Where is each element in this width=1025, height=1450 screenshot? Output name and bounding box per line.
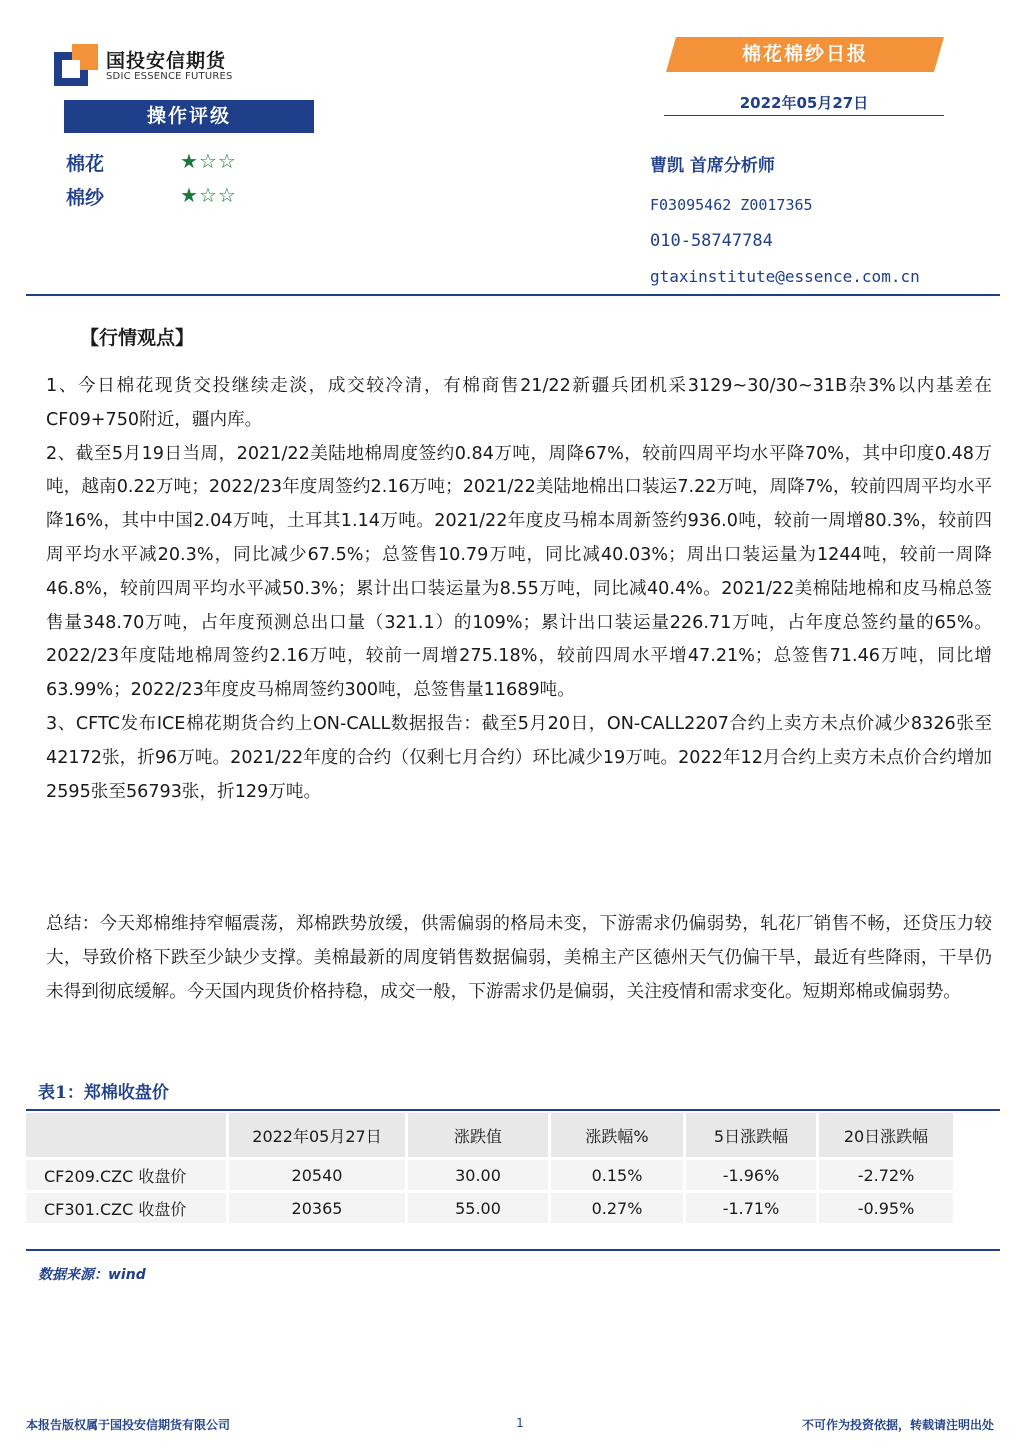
summary-paragraph: 总结：今天郑棉维持窄幅震荡，郑棉跌势放缓，供需偏弱的格局未变，下游需求仍偏弱势，轧花厂销售不畅，还贷压力较大，导致价格下跌至少缺少支撑。美棉最新的周度销售数据偏弱，美棉主产区德州天气仍偏干旱，最近有些降雨，干旱仍未得到彻底缓解。今天国内现货价格持稳，成交一般，下游需求仍是偏弱，关注疫情和需求变化。短期郑棉或偏弱势。 [46,914,992,1002]
rating-title: 操作评级 [64,100,314,133]
logo-name-en: SDIC ESSENCE FUTURES [106,71,233,82]
data-source: 数据来源：wind [38,1267,146,1283]
analyst-phone: 010-58747784 [650,231,773,251]
table-header-cell: 2022年05月27日 [228,1113,407,1159]
report-date: 2022年05月27日 [739,94,869,112]
rating-label-cotton: 棉花 [66,153,105,175]
table-cell: -2.72% [818,1159,955,1192]
star-empty-icon: ☆☆ [198,149,237,173]
header-divider [26,294,1000,296]
table-cell: 55.00 [407,1192,550,1225]
star-filled-icon: ★ [180,149,199,173]
table-header-cell: 涨跌值 [407,1113,550,1159]
logo-name-cn: 国投安信期货 [106,50,227,72]
star-empty-icon: ☆☆ [198,183,237,207]
table-cell: 0.15% [550,1159,685,1192]
table-top-rule [26,1109,1000,1111]
analyst-license-ids: F03095462 Z0017365 [650,196,813,214]
table-bottom-rule [26,1249,1000,1251]
table-header-cell: 5日涨跌幅 [685,1113,818,1159]
footer-copyright: 本报告版权属于国投安信期货有限公司 [26,1418,231,1432]
section-title: 【行情观点】 [80,327,195,349]
table-cell: 20365 [228,1192,407,1225]
table-row [26,1159,955,1192]
table-title: 表1：郑棉收盘价 [38,1083,169,1103]
paragraph-1: 1、今日棉花现货交投继续走淡，成交较冷清，有棉商售21/22新疆兵团机采3129~30/30~31B杂3%以内基差在CF09+750附近，疆内库。 [46,376,992,430]
rating-stars-cotton [180,149,237,173]
date-divider [664,115,944,116]
analyst-email[interactable]: gtaxinstitute@essence.com.cn [650,267,920,286]
footer-disclaimer: 不可作为投资依据，转载请注明出处 [801,1418,994,1432]
table-row [26,1192,955,1225]
star-filled-icon: ★ [180,183,199,207]
closing-price-table [26,1113,956,1226]
page-number: 1 [516,1416,524,1430]
table-cell: -1.96% [685,1159,818,1192]
table-cell: -0.95% [818,1192,955,1225]
table-row-label: CF301.CZC 收盘价 [26,1192,228,1225]
paragraph-3: 3、CFTC发布ICE棉花期货合约上ON-CALL数据报告：截至5月20日，ON-CALL2207合约上卖方未点价减少8326张至42172张，折96万吨。2021/22年度的合约（仅剩七月合约）环比减少19万吨。2022年12月合约上卖方未点价合约增加2595张至56793张，折129万吨。 [46,713,992,802]
report-banner [666,37,944,72]
table-cell: 20540 [228,1159,407,1192]
table-cell: 0.27% [550,1192,685,1225]
table-header-cell [26,1113,228,1159]
report-title: 棉花棉纱日报 [741,43,868,65]
paragraph-2: 2、截至5月19日当周，2021/22美陆地棉周度签约0.84万吨，周降67%，较前四周平均水平降70%，其中印度0.48万吨，越南0.22万吨；2022/23年度周签约2.16万吨；2021/22美陆地棉出口装运7.22万吨，周降7%，较前四周平均水平降16%，其中中国2.04万吨，土耳其1.14万吨。2021/22年度皮马棉本周新签约936.0吨，较前一周增80.3%，较前四周平均水平减20.3%，同比减少67.5%；总签售10.79万吨，同比减40.03%；周出口装运量为1244吨，较前一周降46.8%，较前四周平均水平减50.3%；累计出口装运量为8.55万吨，同比减40.4%。2021/22美棉陆地棉和皮马棉总签售量348.70万吨，占年度预测总出口量（321.1）的109%；累计出口装运量226.71万吨，占年度总签约量的65%。2022/23年度陆地棉周签约2.16万吨，较前一周增275.18%，较前四周水平增47.21%；总签售71.46万吨，同比增63.99%；2022/23年度皮马棉周签约300吨，总签售量11689吨。 [46,443,992,701]
table-cell: 30.00 [407,1159,550,1192]
analyst-name: 曹凯 首席分析师 [650,156,775,176]
table-cell: -1.71% [685,1192,818,1225]
market-view-body [46,370,992,809]
rating-stars-yarn [180,183,237,207]
logo-mark-icon [54,44,98,86]
table-header-cell: 20日涨跌幅 [818,1113,955,1159]
rating-label-yarn: 棉纱 [66,187,105,209]
table-header-cell: 涨跌幅% [550,1113,685,1159]
table-row-label: CF209.CZC 收盘价 [26,1159,228,1192]
company-logo [54,40,254,90]
table-header-row [26,1113,955,1159]
